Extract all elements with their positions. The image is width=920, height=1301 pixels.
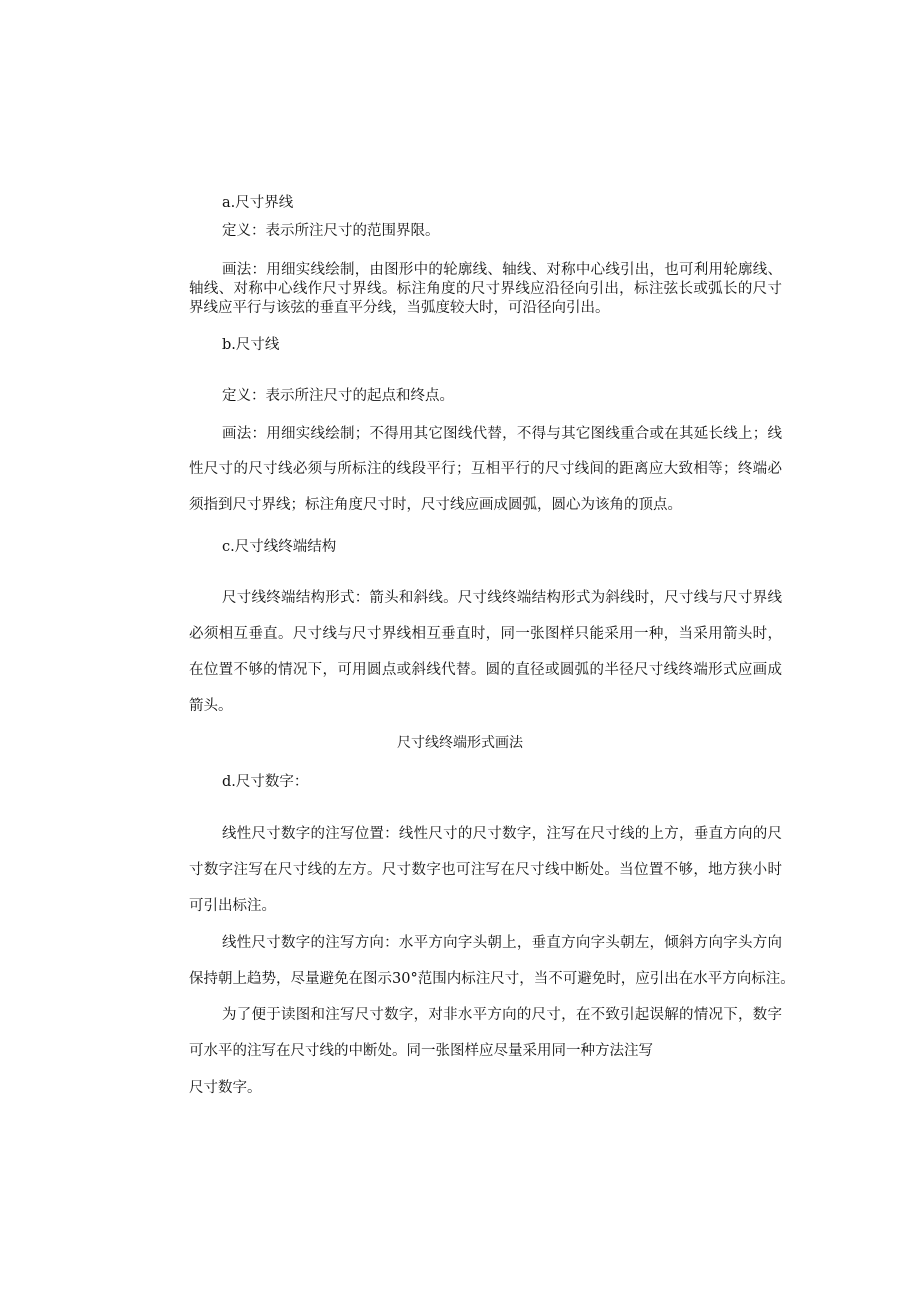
section-c-body-line-4: 箭头。 <box>189 698 233 714</box>
section-d-heading: d.尺寸数字： <box>222 774 309 790</box>
section-c-body-line-3: 在位置不够的情况下，可用圆点或斜线代替。圆的直径或圆弧的半径尺寸线终端形式应画成 <box>189 662 782 678</box>
section-b-definition: 定义：表示所注尺寸的起点和终点。 <box>222 388 454 404</box>
section-b-method-line-3: 须指到尺寸界线；标注角度尺寸时，尺寸线应画成圆弧，圆心为该角的顶点。 <box>189 497 682 513</box>
section-b-heading: b.尺寸线 <box>222 337 280 353</box>
figure-caption: 尺寸线终端形式画法 <box>397 735 523 751</box>
section-b-method-line-1: 画法：用细实线绘制；不得用其它图线代替，不得与其它图线重合或在其延长线上；线 <box>222 426 782 442</box>
section-c-body-line-1: 尺寸线终端结构形式：箭头和斜线。尺寸线终端结构形式为斜线时，尺寸线与尺寸界线 <box>222 590 782 606</box>
section-c-heading: c.尺寸线终端结构 <box>222 539 337 555</box>
section-d-para1-line-3: 可引出标注。 <box>189 898 276 914</box>
section-d-para3-line-1: 为了便于读图和注写尺寸数字，对非水平方向的尺寸，在不致引起误解的情况下，数字 <box>222 1007 782 1023</box>
section-a-method-line-1: 画法：用细实线绘制，由图形中的轮廓线、轴线、对称中心线引出，也可利用轮廓线、 <box>222 262 782 278</box>
section-d-para1-line-2: 寸数字注写在尺寸线的左方。尺寸数字也可注写在尺寸线中断处。当位置不够，地方狭小时 <box>189 862 782 878</box>
section-c-body-line-2: 必须相互垂直。尺寸线与尺寸界线相互垂直时，同一张图样只能采用一种，当采用箭头时， <box>189 626 782 642</box>
section-d-para1-line-1: 线性尺寸数字的注写位置：线性尺寸的尺寸数字，注写在尺寸线的上方，垂直方向的尺 <box>222 826 782 842</box>
section-d-para2-line-2: 保持朝上趋势，尽量避免在图示30°范围内标注尺寸，当不可避免时，应引出在水平方向标注。 <box>189 971 795 987</box>
section-a-heading: a.尺寸界线 <box>222 195 294 211</box>
section-b-method-line-2: 性尺寸的尺寸线必须与所标注的线段平行；互相平行的尺寸线间的距离应大致相等；终端必 <box>189 461 782 477</box>
section-a-method-line-3: 界线应平行与该弦的垂直平分线，当弧度较大时，可沿径向引出。 <box>189 300 610 316</box>
section-d-para3-line-3: 尺寸数字。 <box>189 1080 262 1096</box>
section-a-method-line-2: 轴线、对称中心线作尺寸界线。标注角度的尺寸界线应沿径向引出，标注弦长或弧长的尺寸 <box>189 281 782 297</box>
section-a-definition: 定义：表示所注尺寸的范围界限。 <box>222 223 440 239</box>
section-d-para2-line-1: 线性尺寸数字的注写方向：水平方向字头朝上，垂直方向字头朝左，倾斜方向字头方向 <box>222 935 782 951</box>
section-d-para3-line-2: 可水平的注写在尺寸线的中断处。同一张图样应尽量采用同一种方法注写 <box>189 1043 653 1059</box>
